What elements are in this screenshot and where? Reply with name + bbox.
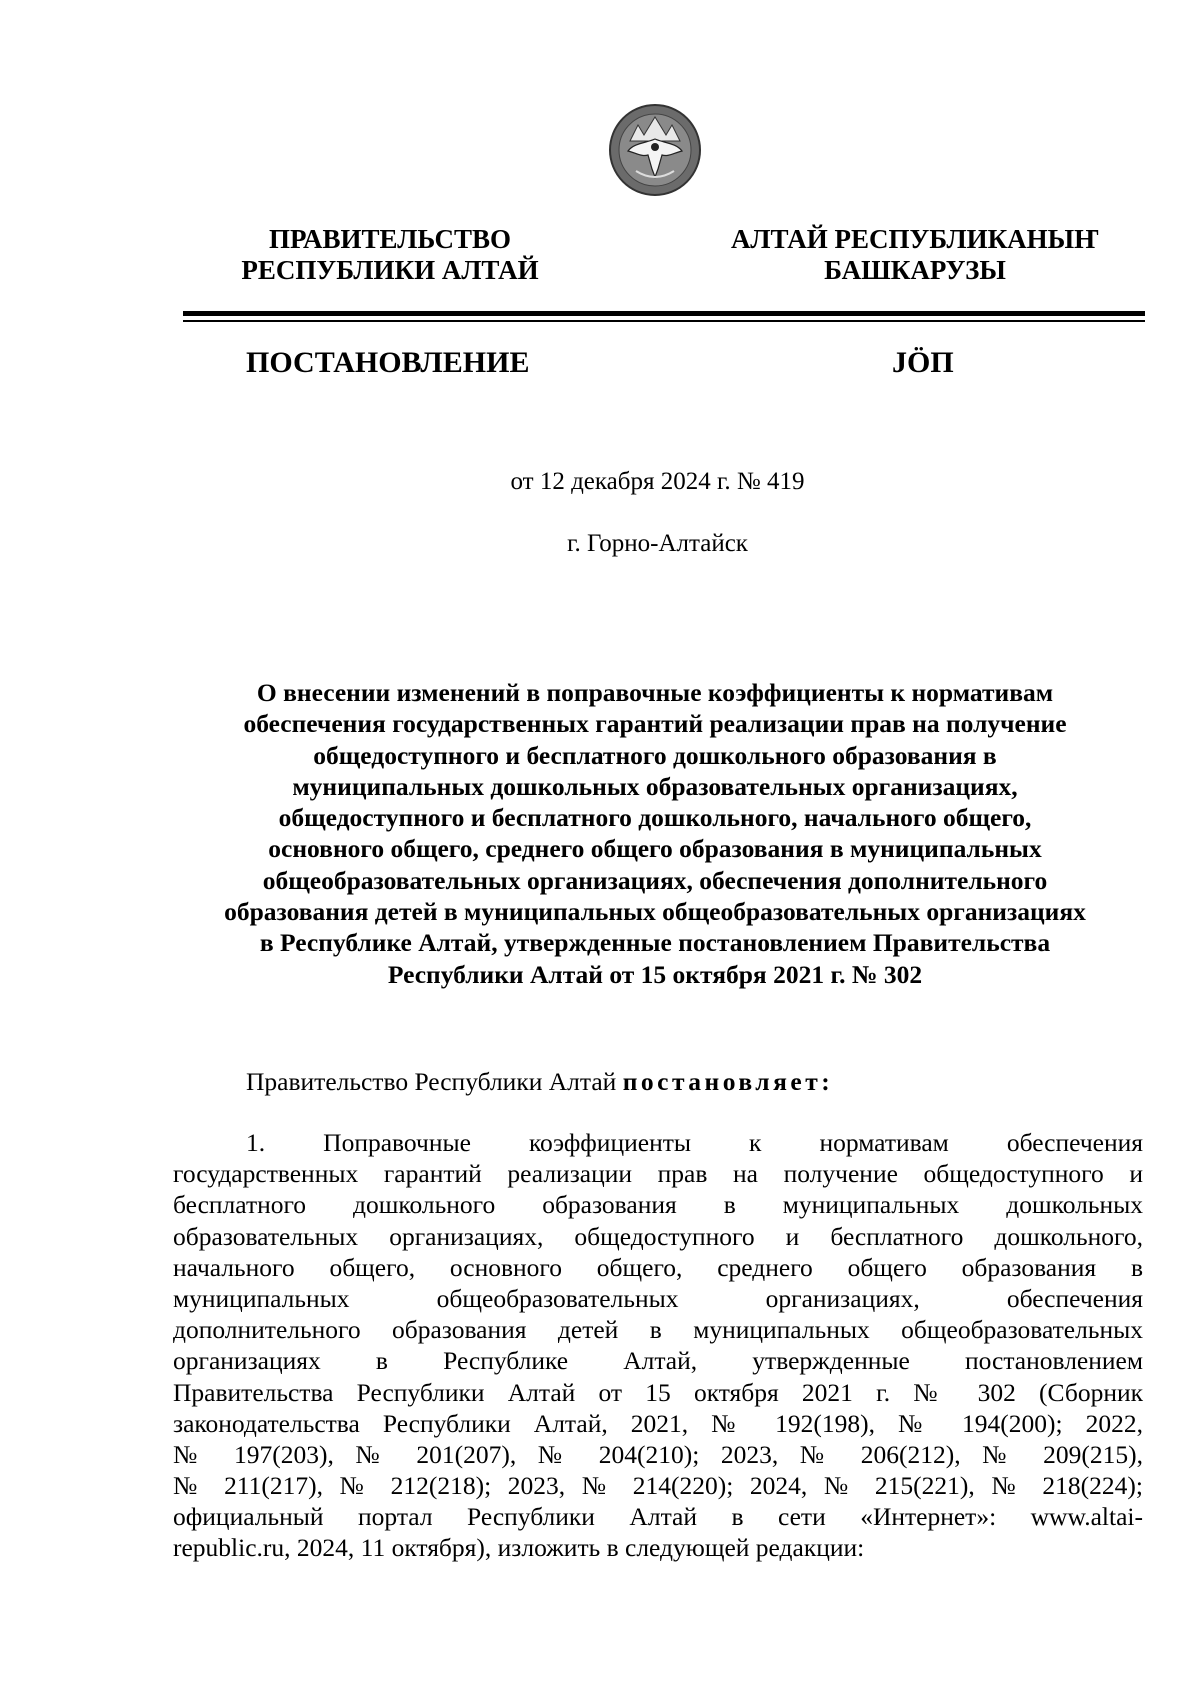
paragraph-line: законодательства Республики Алтай, 2021, № 192(198), № 194(200); 2022, (173, 1408, 1143, 1438)
paragraph-line: муниципальных общеобразовательных организациях, обеспечения (173, 1283, 1143, 1313)
paragraph-line: бесплатного дошкольного образования в муниципальных дошкольных (173, 1190, 1143, 1220)
altai-republic-emblem-icon (608, 103, 702, 197)
title-line: образования детей в муниципальных общеобразовательных организациях (224, 897, 1086, 927)
document-title (175, 677, 1135, 990)
doc-type-altai: JÖП (892, 346, 954, 379)
title-line: муниципальных дошкольных образовательных организациях, (292, 771, 1018, 801)
title-line: обеспечения государственных гарантий реализации прав на получение (243, 709, 1067, 739)
government-name-russian (230, 224, 550, 286)
title-line: общеобразовательных организациях, обеспечения дополнительного (262, 865, 1048, 895)
paragraph-line: № 211(217), № 212(218); 2023, № 214(220); 2024, № 215(221), № 218(224); (173, 1471, 1143, 1501)
header-left-line: РЕСПУБЛИКИ АЛТАЙ (241, 255, 539, 285)
decree-statement (246, 1067, 833, 1097)
paragraph-line: образовательных организациях, общедоступного и бесплатного дошкольного, (173, 1221, 1143, 1251)
title-line: в Республике Алтай, утвержденные постановлением Правительства (259, 928, 1051, 958)
title-line: общедоступного и бесплатного дошкольного образования в (313, 740, 997, 770)
document-city: г. Горно-Алтайск (567, 530, 748, 557)
paragraph-line: начального общего, основного общего, среднего общего образования в (173, 1252, 1143, 1282)
title-line: общедоступного и бесплатного дошкольного, начального общего, (278, 803, 1032, 833)
paragraph-line: 1. Поправочные коэффициенты к нормативам обеспечения (246, 1128, 1143, 1157)
header-left-line: ПРАВИТЕЛЬСТВО (268, 224, 512, 254)
decree-lead: Правительство Республики Алтай (246, 1067, 623, 1096)
paragraph-1 (173, 1127, 1143, 1564)
paragraph-line: государственных гарантий реализации прав на получение общедоступного и (173, 1159, 1143, 1189)
header-right-line: АЛТАЙ РЕСПУБЛИКАНЫҤ (730, 224, 1100, 254)
paragraph-line: дополнительного образования детей в муниципальных общеобразовательных (173, 1315, 1143, 1345)
paragraph-line: организациях в Республике Алтай, утвержденные постановлением (173, 1346, 1143, 1376)
paragraph-line: republic.ru, 2024, 11 октября), изложить в следующей редакции: (173, 1533, 865, 1563)
title-line: основного общего, среднего общего образования в муниципальных (268, 834, 1042, 864)
paragraph-line: № 197(203), № 201(207), № 204(210); 2023, № 206(212), № 209(215), (173, 1439, 1143, 1469)
paragraph-line: Правительства Республики Алтай от 15 октября 2021 г. № 302 (Сборник (173, 1377, 1143, 1407)
header-right-line: БАШКАРУЗЫ (824, 255, 1006, 285)
header-divider-thin (183, 320, 1145, 322)
title-line: О внесении изменений в поправочные коэффициенты к нормативам (256, 678, 1054, 707)
government-name-altai (720, 224, 1110, 286)
paragraph-line: официальный портал Республики Алтай в сети «Интернет»: www.altai- (173, 1502, 1143, 1532)
decree-verb: постановляет: (622, 1067, 834, 1096)
document-date-number: от 12 декабря 2024 г. № 419 (510, 468, 805, 495)
doc-type-russian: ПОСТАНОВЛЕНИЕ (246, 346, 530, 379)
title-line: Республики Алтай от 15 октября 2021 г. № 302 (387, 959, 923, 989)
header-divider-thick (183, 311, 1145, 316)
